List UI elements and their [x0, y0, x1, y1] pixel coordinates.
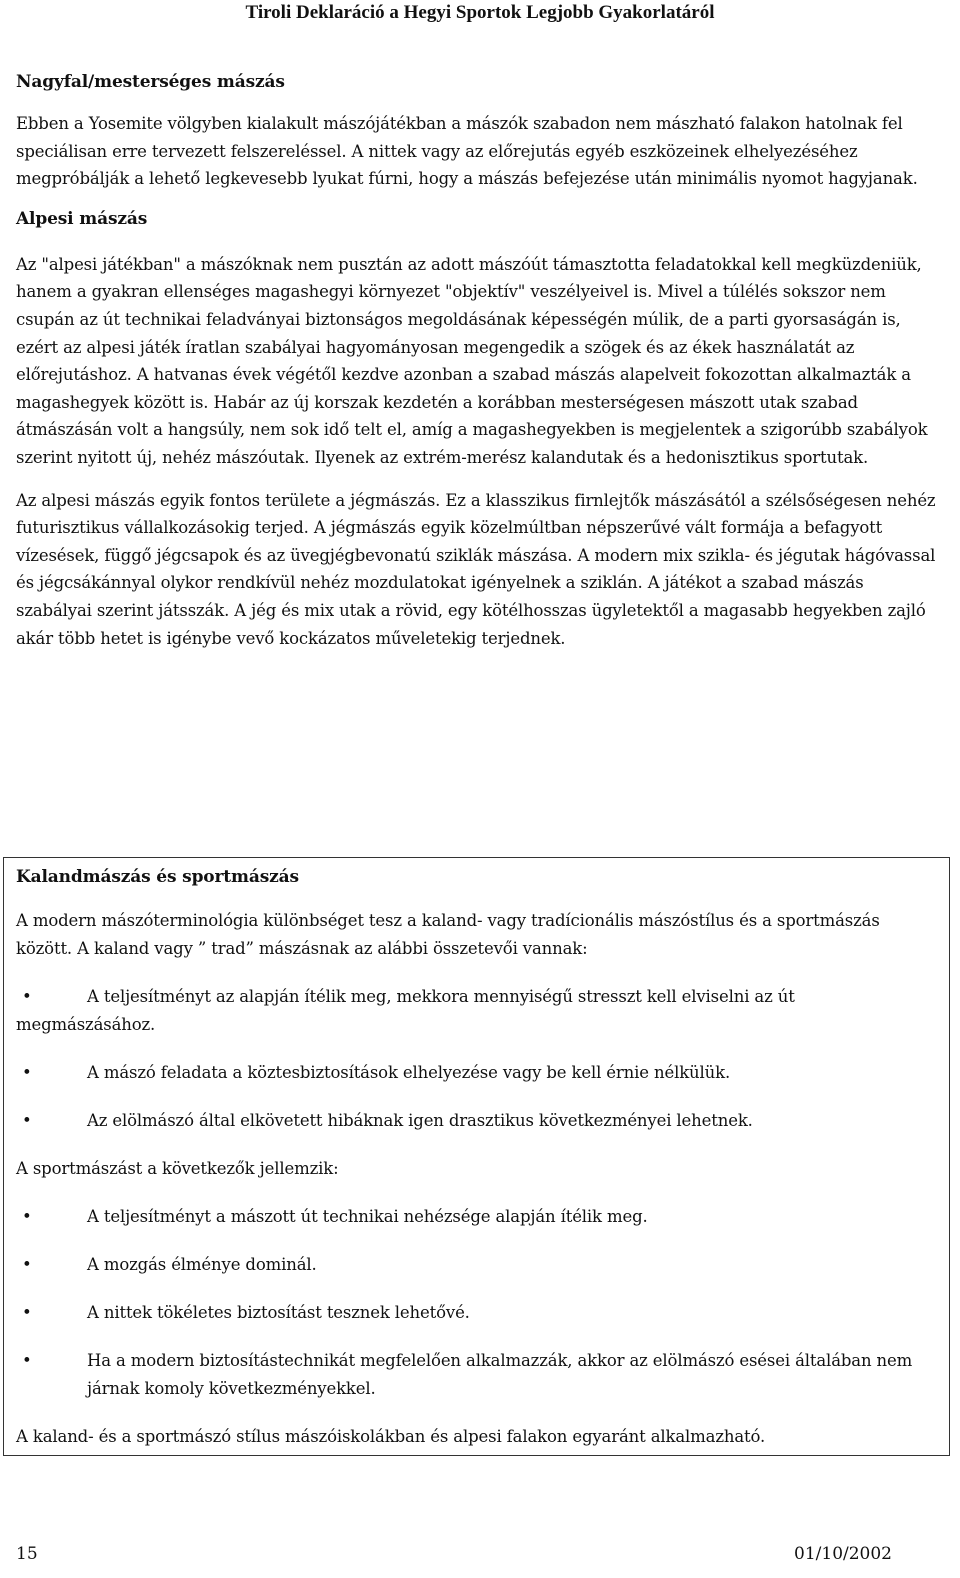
list-item: [16, 1251, 938, 1279]
sport-intro: A sportmászást a következők jellemzik:: [16, 1159, 339, 1178]
info-box: [3, 857, 950, 1456]
list-item-text: A teljesítményt az alapján ítélik meg, mekkora mennyiségű stresszt kell elviselni az út megmászásához.: [16, 987, 795, 1034]
section-heading-nagyfal: Nagyfal/mesterséges mászás: [16, 72, 285, 92]
list-item: [16, 1203, 938, 1231]
page-header: Tiroli Deklaráció a Hegyi Sportok Legjobb Gyakorlatáról: [245, 2, 715, 23]
list-item: [16, 1347, 938, 1403]
list-item-text: Ha a modern biztosítástechnikát megfelelően alkalmazzák, akkor az elölmászó esései általában nem járnak komoly következményekkel.: [87, 1351, 913, 1398]
list-item: [16, 983, 938, 1039]
list-item-text: A mozgás élménye dominál.: [87, 1255, 317, 1274]
sport-list: [16, 1203, 938, 1403]
list-item-text: A nittek tökéletes biztosítást tesznek lehetővé.: [87, 1303, 470, 1322]
list-item: [16, 1059, 938, 1087]
list-item-text: A mászó feladata a köztesbiztosítások elhelyezése vagy be kell érnie nélkülük.: [87, 1063, 731, 1082]
paragraph-alpesi-1: Az "alpesi játékban" a mászóknak nem pusztán az adott mászóút támasztotta feladatokkal kell megküzdeniük, hanem a gyakran ellenséges magashegyi környezet "objektív" veszélyeivel is. Mivel a túlélés sokszor nem csupán az út technikai feladványai biztonságos megoldásának képességén múlik, de a parti gyorsaságán is, ezért az alpesi játék íratlan szabályai hagyományosan megengedik a szögek és az ékek használatát az előrejutáshoz. A hatvanas évek végétől kezdve azonban a szabad mászás alapelveit fokozottan alkalmazták a magashegyek között is. Habár az új korszak kezdetén a korábban mesterségesen mászott utak szabad átmászásán volt a hangsúly, nem sok idő telt el, amíg a magashegyekben is megjelentek a szigorúbb szabályok szerint nyitott új, nehéz mászóutak. Ilyenek az extrém-merész kalandutak és a hedonisztikus sportutak.: [16, 254, 928, 467]
trad-list: [16, 983, 938, 1135]
bullet-icon: •: [22, 1063, 32, 1082]
bullet-icon: •: [22, 1351, 32, 1370]
page-number: 15: [16, 1544, 38, 1564]
paragraph-alpesi-2: Az alpesi mászás egyik fontos területe a jégmászás. Ez a klasszikus firnlejtők mászásától a szélsőségesen nehéz futurisztikus vállalkozásokig terjed. A jégmászás egyik közelmúltban népszerűvé vált formája a befagyott vízesések, függő jégcsapok és az üvegjégbevonatú sziklák mászása. A modern mix szikla- és jégutak hágóvassal és jégcsákánnyal olykor rendkívül nehéz mozdulatokat igényelnek a sziklán. A játékot a szabad mászás szabályai szerint játsszák. A jég és mix utak a rövid, egy kötélhosszas ügyletektől a magasabb hegyekben zajló akár több hetet is igénybe vevő kockázatos műveletekig terjednek.: [16, 490, 936, 648]
bullet-icon: •: [22, 987, 32, 1006]
box-intro: A modern mászóterminológia különbséget tesz a kaland- vagy tradícionális mászóstílus és a sportmászás között. A kaland vagy ” trad” mászásnak az alábbi összetevői vannak:: [16, 911, 880, 958]
list-item-text: Az elölmászó által elkövetett hibáknak igen drasztikus következményei lehetnek.: [87, 1111, 753, 1130]
list-item-text: A teljesítményt a mászott út technikai nehézsége alapján ítélik meg.: [87, 1207, 648, 1226]
bullet-icon: •: [22, 1207, 32, 1226]
bullet-icon: •: [22, 1111, 32, 1130]
box-heading: Kalandmászás és sportmászás: [16, 867, 299, 887]
paragraph-nagyfal: Ebben a Yosemite völgyben kialakult mászójátékban a mászók szabadon nem mászható falakon hatolnak fel speciálisan erre tervezett felszereléssel. A nittek vagy az előrejutás egyéb eszközeinek elhelyezéséhez megpróbálják a lehető legkevesebb lyukat fúrni, hogy a mászás befejezése után minimális nyomot hagyjanak.: [16, 114, 918, 189]
section-heading-alpesi: Alpesi mászás: [16, 208, 148, 229]
document-body: [16, 68, 942, 664]
bullet-icon: •: [22, 1255, 32, 1274]
list-item: [16, 1107, 938, 1135]
bullet-icon: •: [22, 1303, 32, 1322]
footer-date: 01/10/2002: [794, 1544, 892, 1564]
list-item: [16, 1299, 938, 1327]
box-closing: A kaland- és a sportmászó stílus mászóiskolákban és alpesi falakon egyaránt alkalmazható.: [16, 1427, 766, 1446]
